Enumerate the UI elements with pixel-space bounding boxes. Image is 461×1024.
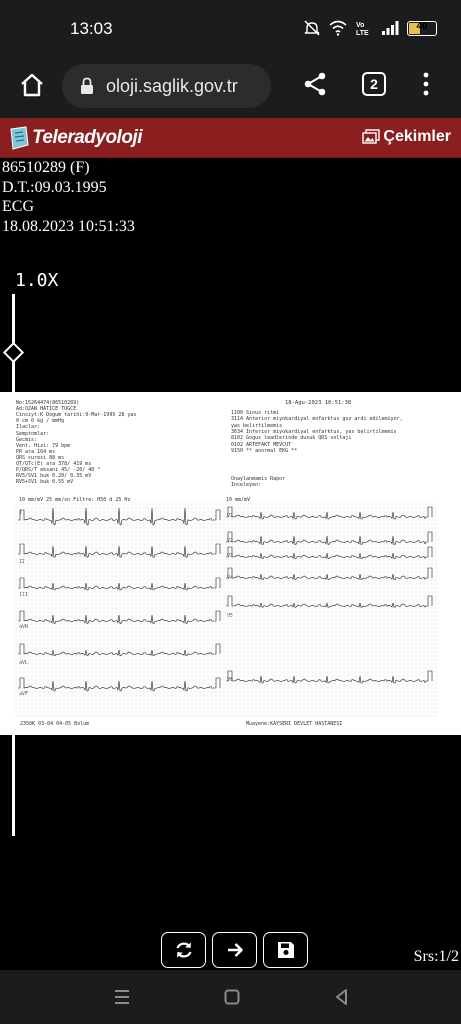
svg-text:LTE: LTE bbox=[356, 30, 369, 36]
arrow-right-icon bbox=[225, 940, 245, 960]
ecg-text-line: Onaylanmamis Rapor bbox=[231, 476, 286, 482]
volte-icon bbox=[355, 20, 373, 36]
modality: ECG bbox=[2, 198, 34, 215]
battery-text: 40 bbox=[416, 20, 428, 32]
zoom-level: 1.0X bbox=[15, 270, 59, 291]
ecg-text-line: yas belirtilmemis bbox=[231, 422, 283, 429]
ecg-text-line: P/QRS/T eksani 45/ -20/ 40 ° bbox=[16, 467, 101, 474]
ecg-trace-v3 bbox=[226, 547, 432, 559]
ecg-trace-i bbox=[18, 508, 220, 525]
ecg-text-line: QRS suresi 88 ms bbox=[16, 454, 65, 461]
ecg-lead-label: aVR bbox=[19, 624, 29, 630]
url-text: oloji.saglik.gov.tr bbox=[106, 76, 238, 96]
home-icon[interactable] bbox=[18, 71, 46, 99]
next-button[interactable] bbox=[212, 932, 257, 968]
ecg-footer-left: 2350K 03-04 04-05 Bolum bbox=[20, 721, 90, 727]
home-nav-icon[interactable] bbox=[222, 987, 242, 1007]
ecg-filter-line-right: 10 mm/mV bbox=[226, 497, 251, 503]
viewer-toolbar bbox=[161, 932, 308, 968]
patient-info bbox=[2, 158, 135, 236]
ecg-trace-avr bbox=[18, 611, 220, 623]
ecg-text-line: 9150 ** anormal EKG ** bbox=[231, 447, 298, 454]
share-icon[interactable] bbox=[302, 71, 328, 97]
study-datetime: 18.08.2023 10:51:33 bbox=[2, 217, 135, 235]
ecg-text-line: Vent. Hizi: 79 bpm bbox=[16, 442, 71, 449]
ecg-header-date: 18-Agu-2023 10:51:38 bbox=[285, 400, 352, 406]
series-indicator: Srs:1/2 bbox=[413, 948, 459, 965]
ecg-trace-avl bbox=[18, 644, 220, 656]
cekimler-label: Çekimler bbox=[383, 128, 451, 145]
logo-text: Teleradyoloji bbox=[32, 127, 142, 148]
system-nav-bar bbox=[0, 970, 461, 1024]
battery-icon bbox=[407, 21, 437, 36]
ecg-text-line: RV5+SV1 buk 0.55 mV bbox=[16, 479, 74, 486]
ecg-lead-label: V4 bbox=[227, 575, 234, 581]
ecg-text-line: 0 cm 0 kg / mmHg bbox=[16, 418, 65, 425]
address-bar[interactable] bbox=[62, 64, 271, 108]
status-bar bbox=[0, 0, 461, 56]
ecg-lead-label: V2 bbox=[227, 538, 234, 544]
browser-bar bbox=[0, 56, 461, 118]
ecg-grid bbox=[16, 504, 438, 717]
ecg-text-line: RV5/SV1 buk 0.20/ 0.35 mV bbox=[16, 473, 92, 480]
ecg-text-line: 8102 Gogus leadlerinde dusuk QRS voltaji bbox=[231, 435, 352, 442]
ecg-lead-label: V3 bbox=[227, 553, 234, 559]
wifi-icon bbox=[329, 20, 347, 36]
ecg-image[interactable] bbox=[0, 392, 461, 735]
ecg-text-line: Inceleyen: bbox=[231, 482, 262, 488]
refresh-button[interactable] bbox=[161, 932, 206, 968]
cekimler-button[interactable] bbox=[362, 128, 451, 146]
ecg-text-line: Ilaclar: bbox=[16, 424, 41, 431]
ecg-text-line: Cinsiyt:K Dogum tarihi:9-Mar-1995 28 yas bbox=[16, 412, 137, 419]
ecg-filter-line: 10 mm/mV 25 mm/sn Filtre: H50 d 25 Hz bbox=[19, 497, 131, 503]
ecg-lead-label: V1 bbox=[227, 513, 234, 519]
logo-icon bbox=[8, 125, 30, 151]
images-icon bbox=[362, 129, 380, 145]
ecg-text-line: 3634 Inferior miyokardiyal enfarktus, yas belirtilmemis bbox=[231, 428, 397, 435]
ecg-text-line: 1100 Sinus ritmi bbox=[231, 410, 280, 416]
ecg-text-line: 0102 ARTEFAKT MEVCUT bbox=[231, 441, 292, 448]
ecg-lead-label: aVF bbox=[19, 691, 29, 697]
ecg-trace-v4 bbox=[226, 568, 432, 580]
save-icon bbox=[276, 940, 296, 960]
mute-icon bbox=[303, 20, 321, 36]
ecg-text-line: QT/QTc(E) ara 378/ 419 ms bbox=[16, 461, 92, 467]
app-header bbox=[0, 118, 461, 158]
patient-id: 86510289 (F) bbox=[2, 159, 90, 176]
ecg-lead-label: V6 bbox=[227, 677, 234, 683]
ecg-lead-label: aVL bbox=[19, 660, 29, 666]
ecg-traces bbox=[0, 392, 461, 735]
more-menu-icon[interactable] bbox=[418, 70, 434, 98]
ecg-trace-v5 bbox=[226, 596, 432, 607]
ecg-trace-v2 bbox=[226, 532, 432, 544]
ecg-trace-ii bbox=[18, 544, 220, 557]
svg-text:Vo: Vo bbox=[356, 22, 365, 29]
tabs-button[interactable]: 2 bbox=[362, 72, 386, 96]
refresh-icon bbox=[174, 940, 194, 960]
ecg-lead-label: II bbox=[19, 559, 26, 565]
ecg-text-line: Semptomlar: bbox=[16, 430, 50, 437]
teleradyoloji-logo[interactable] bbox=[8, 124, 142, 152]
ecg-trace-v6 bbox=[226, 671, 432, 683]
recents-icon[interactable] bbox=[112, 987, 132, 1007]
status-icons bbox=[303, 20, 437, 36]
ecg-text-line: PR ara 164 ms bbox=[16, 448, 56, 455]
patient-birth-date: D.T.:09.03.1995 bbox=[2, 178, 107, 196]
ecg-text-line: Ad:OZAN HATICE TUGCE bbox=[16, 406, 77, 413]
ecg-text-line: No:15264474(86510289) bbox=[16, 400, 80, 406]
ecg-lead-label: III bbox=[19, 592, 29, 598]
ecg-text-line: Gecmis: bbox=[16, 436, 38, 443]
ecg-footer-right: Muayene:KAYSERI DEVLET HASTANESI bbox=[246, 721, 343, 727]
back-icon[interactable] bbox=[332, 987, 352, 1007]
save-button[interactable] bbox=[263, 932, 308, 968]
lock-icon bbox=[80, 77, 94, 95]
ecg-lead-label: V5 bbox=[227, 613, 234, 619]
zoom-slider-handle[interactable] bbox=[3, 342, 24, 363]
ecg-lead-label: I bbox=[19, 510, 23, 516]
ecg-trace-v1 bbox=[226, 507, 432, 519]
ecg-text-line: 3114 Anterior miyokardiyal enfarktus goz ardi edilemiyor, bbox=[231, 416, 403, 423]
status-time: 13:03 bbox=[70, 19, 113, 38]
signal-icon bbox=[381, 20, 399, 36]
